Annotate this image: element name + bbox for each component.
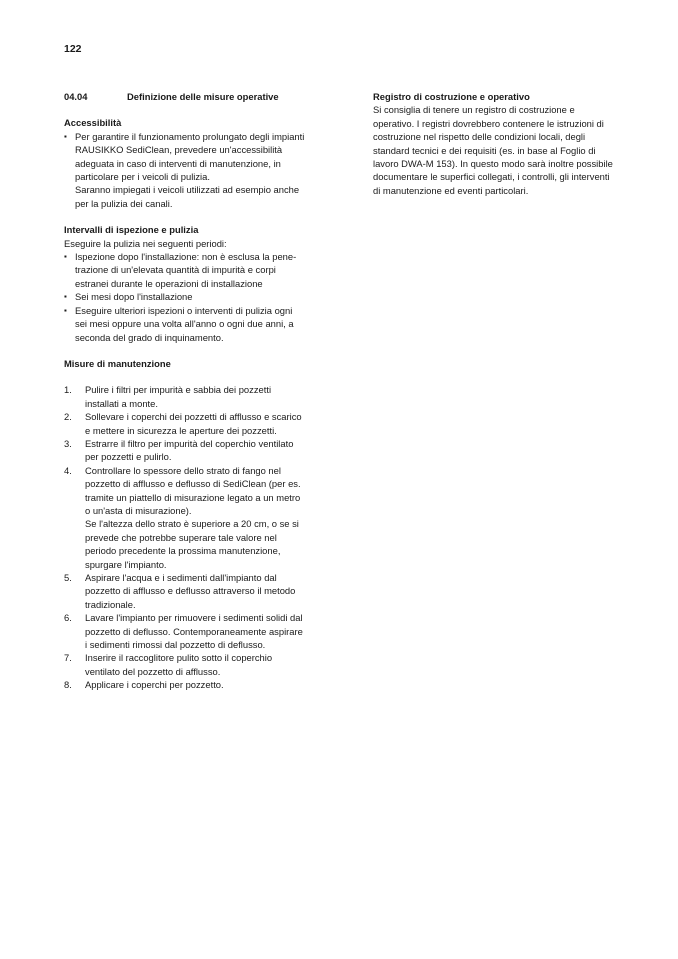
list-item: ▪ Sei mesi dopo l'installazione	[64, 290, 306, 303]
step-text-main: Controllare lo spessore dello strato di fango nel pozzetto di afflusso e deflusso di SediClean (per es. tramite un piattello di misurazione legato a un metro o un'asta di misurazione).	[85, 464, 301, 516]
inspection-block	[64, 223, 306, 344]
right-column	[373, 90, 618, 197]
step-number: 4.	[64, 464, 72, 476]
step-number: 7.	[64, 652, 72, 664]
step-text: Estrarre il filtro per impurità del coperchio ventilato per pozzetti e pulirlo.	[85, 437, 294, 463]
step-text-extra: Se l'altezza dello strato è superiore a 20 cm, o se si prevede che potrebbe superare tale valore nel periodo precedente la prossima manutenzione, spurgare l'impianto.	[85, 518, 299, 570]
accessibility-block	[64, 116, 306, 210]
step-text	[85, 464, 306, 571]
list-item	[64, 410, 306, 437]
step-text: Aspirare l'acqua e i sedimenti dall'impianto dal pozzetto di afflusso e deflusso attraverso il metodo tradizionale.	[85, 572, 296, 610]
step-number: 8.	[64, 679, 72, 691]
maintenance-heading: Misure di manutenzione	[64, 357, 171, 369]
list-item	[64, 611, 306, 651]
inspection-intro: Eseguire la pulizia nei seguenti periodi:	[64, 237, 227, 249]
step-text: Inserire il raccoglitore pulito sotto il coperchio ventilato del pozzetto di afflusso.	[85, 652, 273, 677]
list-item	[64, 571, 306, 611]
step-text: Lavare l'impianto per rimuovere i sedimenti solidi dal pozzetto di deflusso. Contemporaneamente aspirare i sedimenti rimossi dal pozzetto di deflusso.	[85, 612, 303, 651]
section-heading	[64, 90, 306, 103]
step-text: Sollevare i coperchi dei pozzetti di afflusso e scarico e mettere in sicurezza le aperture dei pozzetti.	[85, 411, 302, 436]
list-item: ▪ Eseguire ulteriori ispezioni o interventi di pulizia ogni sei mesi oppure una volta all'anno o ogni due anni, a seconda del grado di inquinamento.	[64, 304, 306, 344]
list-item	[64, 383, 306, 410]
accessibility-list	[64, 130, 306, 184]
step-number: 1.	[64, 384, 72, 396]
maintenance-block	[64, 357, 306, 692]
left-column	[64, 90, 306, 692]
section-title: Definizione delle misure operative	[127, 91, 279, 102]
step-number: 2.	[64, 411, 72, 423]
list-item	[64, 437, 306, 464]
step-number: 3.	[64, 437, 72, 449]
step-number: 5.	[64, 572, 72, 583]
step-text: Pulire i filtri per impurità e sabbia dei pozzetti installati a monte.	[85, 384, 272, 409]
register-body: Si consiglia di tenere un registro di costruzione e operativo. I registri dovrebbero contenere le istruzioni di costruzione nel rispetto delle condizioni locali, degli standard tecnici e dei requisiti (es. in base al Foglio di lavoro DWA-M 153). In questo modo sarà inoltre possibile documentare le superfici collegati, i controlli, gli interventi di manutenzione ed eventi particolari.	[373, 104, 613, 196]
inspection-heading: Intervalli di ispezione e pulizia	[64, 224, 199, 236]
list-item	[64, 464, 306, 571]
list-item: ▪ Ispezione dopo l'installazione: non è esclusa la penetrazione di un'elevata quantità di impurità e corpi estranei durante le operazioni di installazione	[64, 250, 306, 290]
list-item	[64, 678, 306, 691]
inspection-list	[64, 250, 306, 344]
step-number: 6.	[64, 612, 72, 624]
register-heading: Registro di costruzione e operativo	[373, 91, 530, 102]
list-item	[64, 651, 306, 678]
step-text: Applicare i coperchi per pozzetto.	[85, 679, 224, 691]
maintenance-steps	[64, 383, 306, 691]
accessibility-heading: Accessibilità	[64, 117, 122, 129]
list-item: ▪ Per garantire il funzionamento prolungato degli impianti RAUSIKKO SediClean, prevedere un'accessibilità adeguata in caso di interventi di manutenzione, in particolare per i veicoli di pulizia.	[64, 130, 306, 184]
section-number: 04.04	[64, 91, 88, 102]
accessibility-note: Saranno impiegati i veicoli utilizzati ad esempio anche per la pulizia dei canali.	[75, 184, 300, 209]
page-number: 122	[64, 43, 82, 55]
